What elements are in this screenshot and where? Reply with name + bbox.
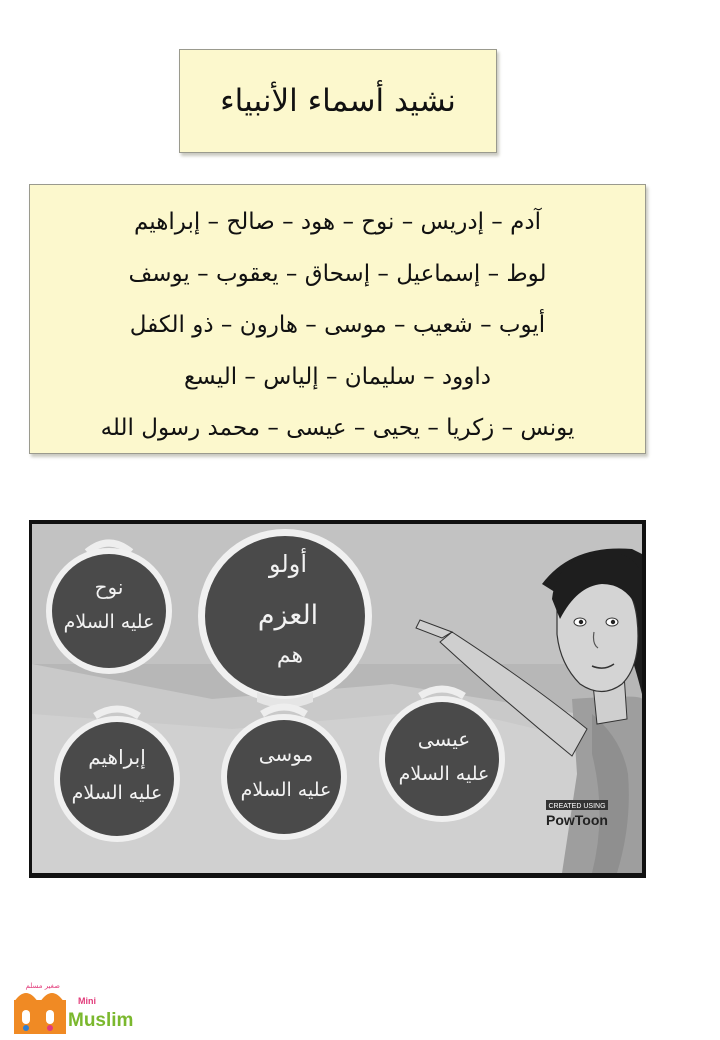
isa-salam: عليه السلام <box>398 763 490 785</box>
powtoon-watermark <box>546 800 608 828</box>
logo-main: Muslim <box>68 1010 134 1031</box>
video-frame <box>32 524 642 873</box>
logo-prefix: Mini <box>78 996 96 1006</box>
video-still <box>29 520 646 878</box>
names-line-5: يونس – زكريا – يحيى – عيسى – محمد رسول الله <box>100 415 575 441</box>
page-title: نشيد أسماء الأنبياء <box>220 83 456 119</box>
center-line-2: العزم <box>257 600 319 631</box>
watermark-line-2: PowToon <box>546 812 608 828</box>
watermark-line-1: CREATED USING <box>548 803 606 810</box>
nuh-name: نوح <box>94 575 124 599</box>
names-line-4: داوود – سليمان – إلياس – اليسع <box>184 363 491 390</box>
ibrahim-salam: عليه السلام <box>71 782 163 804</box>
names-line-1: آدم – إدريس – نوح – هود – صالح – إبراهيم <box>134 209 541 235</box>
logo-arabic-tag: صغير مسلم <box>25 982 60 990</box>
title-box <box>179 49 497 153</box>
isa-name: عيسى <box>417 727 471 751</box>
names-line-2: لوط – إسماعيل – إسحاق – يعقوب – يوسف <box>128 260 547 287</box>
logo-graphic <box>12 978 136 1036</box>
ibrahim-name: إبراهيم <box>88 745 146 769</box>
musa-salam: عليه السلام <box>240 779 332 801</box>
center-line-1: أولو <box>269 550 307 578</box>
mini-muslim-logo <box>12 978 136 1036</box>
prophet-names-box <box>29 184 646 454</box>
musa-name: موسى <box>258 742 314 766</box>
names-line-3: أيوب – شعيب – موسى – هارون – ذو الكفل <box>129 312 546 338</box>
center-line-3: هم <box>276 643 304 668</box>
nuh-salam: عليه السلام <box>63 611 155 633</box>
